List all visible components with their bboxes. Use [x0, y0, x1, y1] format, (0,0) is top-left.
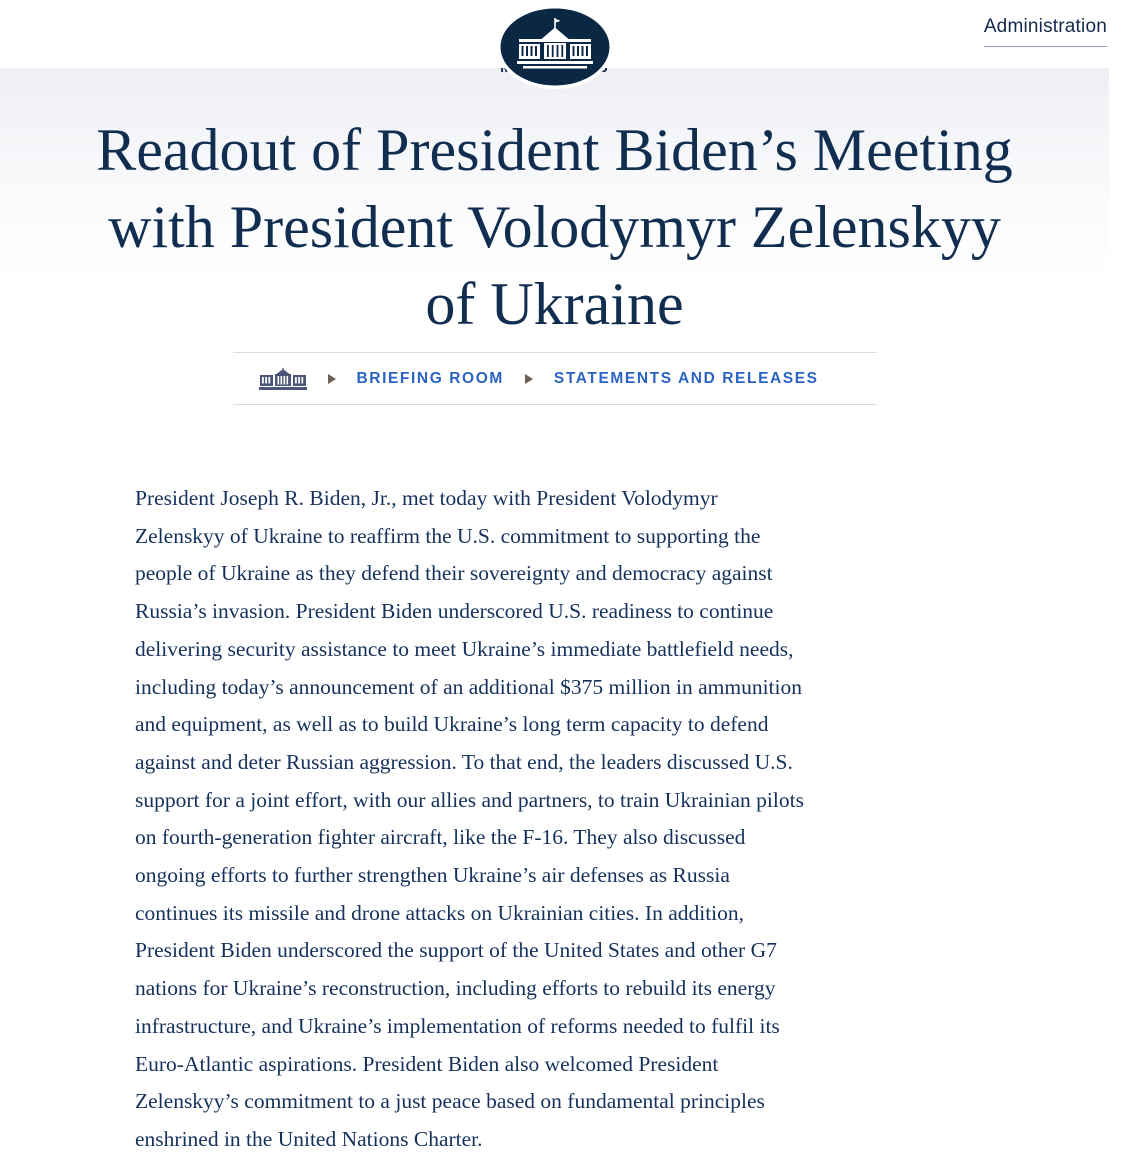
body-text-line: Russia’s invasion. President Biden underscored U.S. readiness to continue: [135, 599, 774, 624]
body-text-line: people of Ukraine as they defend their sovereignty and democracy against: [135, 561, 773, 586]
body-text-line: support for a joint effort, with our allies and partners, to train Ukrainian pilots: [135, 787, 804, 812]
body-text-line: delivering security assistance to meet Ukraine’s immediate battlefield needs,: [135, 636, 794, 661]
title-line: with President Volodymyr Zelenskyy: [108, 194, 1001, 260]
title-line: Readout of President Biden’s Meeting: [96, 117, 1013, 183]
breadcrumb-home-link[interactable]: [259, 368, 307, 390]
breadcrumb-arrow-icon: [525, 374, 533, 384]
breadcrumb-arrow-icon: [328, 374, 336, 384]
page-title: [0, 68, 1109, 343]
body-text-line: and equipment, as well as to build Ukraine’s long term capacity to defend: [135, 712, 769, 737]
body-text-line: Zelenskyy’s commitment to a just peace based on fundamental principles: [135, 1089, 765, 1114]
body-text-line: ongoing efforts to further strengthen Ukraine’s air defenses as Russia: [135, 863, 730, 888]
white-house-seal-icon: [497, 5, 613, 89]
body-text-line: continues its missile and drone attacks on Ukrainian cities. In addition,: [135, 900, 745, 925]
body-text-line: including today’s announcement of an additional $375 million in ammunition: [135, 674, 802, 699]
body-text-line: nations for Ukraine’s reconstruction, including efforts to rebuild its energy: [135, 976, 776, 1001]
article-body: [135, 480, 804, 1159]
body-text-line: Euro-Atlantic aspirations. President Biden also welcomed President: [135, 1051, 719, 1076]
body-text-line: infrastructure, and Ukraine’s implementation of reforms needed to fulfil its: [135, 1013, 780, 1038]
body-text-line: Zelenskyy of Ukraine to reaffirm the U.S. commitment to supporting the: [135, 523, 761, 548]
breadcrumb-item-statements-and-releases[interactable]: STATEMENTS AND RELEASES: [553, 369, 819, 387]
white-house-icon: [259, 368, 307, 390]
administration-link[interactable]: Administration: [984, 16, 1107, 47]
body-text-line: President Biden underscored the support of the United States and other G7: [135, 938, 777, 963]
breadcrumb: [233, 352, 877, 405]
body-text-line: President Joseph R. Biden, Jr., met today with President Volodymyr: [135, 486, 718, 510]
breadcrumb-item-briefing-room[interactable]: BRIEFING ROOM: [356, 369, 504, 387]
body-text-line: against and deter Russian aggression. To that end, the leaders discussed U.S.: [135, 749, 793, 774]
body-text-line: on fourth-generation fighter aircraft, like the F-16. They also discussed: [135, 825, 746, 850]
home-logo-link[interactable]: [497, 5, 613, 89]
title-line: of Ukraine: [425, 271, 684, 337]
body-text-line: enshrined in the United Nations Charter.: [135, 1126, 483, 1151]
